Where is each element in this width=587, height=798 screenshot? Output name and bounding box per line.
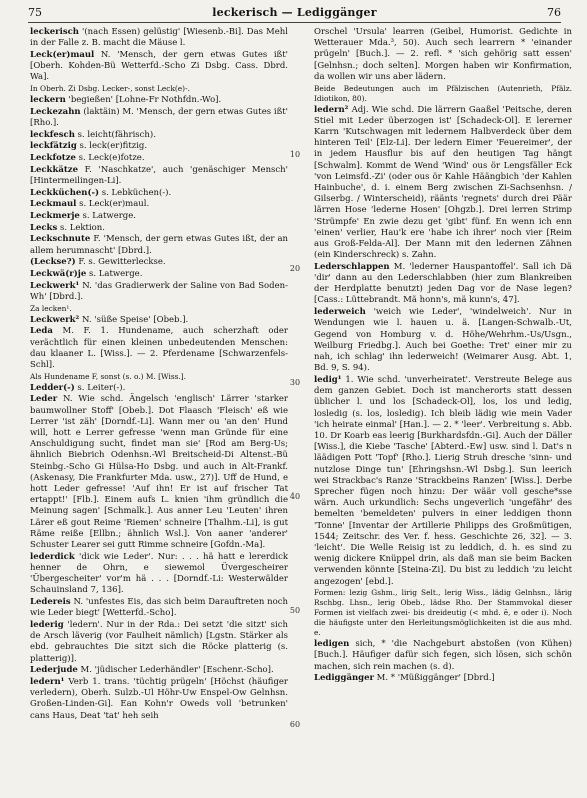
dictionary-entry bbox=[314, 105, 572, 262]
dictionary-entry bbox=[30, 620, 288, 665]
entry-definition: s. Latwerge. bbox=[86, 269, 143, 280]
dictionary-entry bbox=[30, 141, 288, 152]
headword: Leckmerje bbox=[30, 211, 80, 222]
entry-definition: s. Leiter(-). bbox=[74, 382, 126, 393]
entry-definition: N. 'das Gradierwerk der Saline von Bad Soden-Wh' [Dbrd.]. bbox=[30, 280, 288, 302]
entry-note: Beide Bedeutungen auch im Pfälzischen (Autenrieth, Pfälz. Idiotikon, 80). bbox=[314, 83, 572, 103]
dictionary-entry bbox=[30, 597, 288, 619]
headword: Leckwerk¹ bbox=[30, 280, 80, 291]
headword: Leckkätze bbox=[30, 164, 79, 175]
header-rule bbox=[28, 22, 561, 23]
right-column bbox=[314, 27, 572, 685]
entry-definition: '(nach Essen) gelüstig' [Wiesenb.-Bi]. Das Mehl in der Falle z. B. macht die Mäuse l. bbox=[30, 27, 288, 49]
headword: Leckschnute bbox=[30, 234, 91, 245]
entry-definition: 'ledern'. Nur in der Rda.: Dei setzt 'die sitzt' sich de Arsch läverig (vor Faulheit nämlich) [Lgstn. Stärker als ebd. gebrauchtes Die sitzt sich die Röcke platterig (s. platterig)]. bbox=[30, 619, 288, 664]
headword: lederdick bbox=[30, 551, 75, 562]
entry-definition: 'dick wie Leder'. Nur: . . . hä hatt e lererdick henner de Ohrn, e siewemol Üvergescheirer 'Übergescheiter' vor'm hä . . . [Dorndf.-Li: Westerwälder Schauinsland 7, 136]. bbox=[30, 551, 288, 596]
entry-definition: s. Leck(e)fotze. bbox=[75, 153, 145, 164]
headword: Leder bbox=[30, 394, 58, 405]
line-number: 50 bbox=[289, 606, 301, 615]
entry-definition: 1. Wie schd. 'unverheiratet'. Verstreute Belege aus dem ganzen Gebiet. Doch ist mancherorts statt dessen üblicher l. und los [Schadeck-Ol], los, los und ledig, losledig (s. los, losledig). Ich bleib lädig wie mein Vader 'ich heirate einmal' [Han.]. — 2. * 'leer'. Verbreitung s. Abb. 10. Dr Koarb eas leerig [Burkhardsfdn.-Gi]. Auch der Däller [Wiss.], die Kiebe 'Tasche' [Abterd.-Ew] usw. sind l. Dat's n läädigen Pott 'Topf' [Rho.]. Lierig Struh dresche 'sinn- und nutzlose Dinge tun' [Ehringshsn.-Wl Dsbg.]. Sun leerich wei Strackbac's Ranze 'Strackbeins Ranzen' [Wiss.]. Derbe Sprecher fügen noch hinzu: Der wäär voll gesche*sse wärn. Auch urkundlich: Sechs ungeverlich 'ungefähr' des bemelten 'bemeldeten' pulvers in einer leddigen thonn 'Tonne' [Inventar der Artillerie Philipps des Großmütigen, 1544; Zeitschr. des Ver. f. hess. Geschichte 26, 32]. — 3. 'leicht'. Die Welle Reisig ist zu leddich, d. h. es sind zu wenig dickere Knüppel drin, als daß man sie beim Backen verwenden könnte [Steina-Zi]. Du bist zu leddich 'zu leicht angezogen' [ebd.]. bbox=[314, 374, 572, 587]
dictionary-entry bbox=[314, 375, 572, 588]
dictionary-entry bbox=[314, 27, 572, 83]
entry-definition: F. 'Naschkatze', auch 'genäschiger Mensch' [Hintermeilingen-Li]. bbox=[30, 164, 288, 186]
headword: Leckfotze bbox=[30, 153, 76, 164]
entry-note: Za lecken¹. bbox=[30, 303, 72, 313]
dictionary-entry bbox=[30, 552, 288, 597]
entry-definition: Verb 1. trans. 'tüchtig prügeln' [Höchst (häufiger verledern), Oberh. Sulzb.-Ul Höhr-Uw Enspel-Ow Gelnhsn. Großen-Linden-Gi]. Ean Kohn'r Oweds voll 'betrunken' cans Haus, Deat 'tat' heh seih bbox=[30, 676, 288, 721]
entry-definition: N. 'Mensch, der gern etwas Gutes ißt' [Oberh. Kohden-Bü Wetterfd.-Scho Zi Dsbg. Cass. Dbrd. Wa]. bbox=[30, 49, 288, 83]
dictionary-entry bbox=[30, 257, 288, 268]
entry-definition: s. leicht(fährisch). bbox=[74, 129, 156, 140]
entry-definition: s. leck(er)fitzig. bbox=[76, 141, 148, 152]
headword: leckfätzig bbox=[30, 141, 77, 152]
dictionary-entry bbox=[30, 223, 288, 234]
dictionary-entry bbox=[30, 234, 288, 256]
entry-note: Als Hundename F, sonst (s. o.) M. [Wiss.]. bbox=[30, 371, 187, 381]
entry-definition: F. s. Gewitterleckse. bbox=[75, 257, 166, 268]
entry-definition: M. * 'Müßiggänger' [Dbrd.] bbox=[373, 673, 495, 684]
entry-definition: F. 'Mensch, der gern etwas Gutes ißt, der an allem herumnascht' [Dbrd.]. bbox=[30, 234, 288, 256]
headword: ledig¹ bbox=[314, 374, 342, 385]
dictionary-entry bbox=[30, 188, 288, 199]
headword: leckerisch bbox=[30, 27, 79, 37]
headword: Lediggänger bbox=[314, 673, 374, 684]
headword: ledigen bbox=[314, 639, 350, 650]
page-number-left: 75 bbox=[28, 6, 42, 19]
entry-definition: M. F. 1. Hundename, auch scherzhaft oder verächtlich für einen kleinen unbedeutenden Menschen: dau klaaner L. [Wiss.]. — 2. Pferdename [Schwarzenfels-Schl]. bbox=[30, 326, 288, 370]
entry-definition: M. 'lederner Hauspantoffel'. Sall ich Dä 'dir' dann au den Lederschlabben (hier zum Blankreiben der Herdplatte benutzt) jeden Dag vor de Nase legen? [Cass.: Lüttebrandt. Mã honn's, mä kunn's, 47]. bbox=[314, 261, 572, 306]
headword: (Leckse?) bbox=[30, 257, 76, 268]
dictionary-entry bbox=[30, 665, 288, 676]
dictionary-entry bbox=[30, 153, 288, 164]
dictionary-entry bbox=[30, 315, 288, 326]
entry-definition: s. Leck(er)maul. bbox=[76, 199, 150, 210]
headword: Lederschlappen bbox=[314, 261, 390, 272]
entry-definition: N. 'unfestes Eis, das sich beim Darauftreten noch wie Leder biegt' [Wetterfd.-Scho]. bbox=[30, 597, 288, 619]
line-number: 20 bbox=[289, 264, 301, 273]
entry-definition: s. Latwerge. bbox=[79, 211, 136, 222]
dictionary-entry bbox=[30, 50, 288, 84]
headword: ledern¹ bbox=[30, 676, 65, 687]
headword: Lecks bbox=[30, 222, 58, 233]
line-number: 10 bbox=[289, 150, 301, 159]
dictionary-entry bbox=[314, 262, 572, 307]
dictionary-entry bbox=[30, 383, 288, 394]
dictionary-entry bbox=[30, 107, 288, 129]
headword: lederweich bbox=[314, 307, 366, 318]
dictionary-entry bbox=[30, 269, 288, 280]
headword: Leda bbox=[30, 326, 53, 337]
entry-definition: M. 'jüdischer Lederhändler' [Eschenr.-Scho]. bbox=[77, 665, 274, 676]
page-number-right: 76 bbox=[547, 6, 561, 19]
dictionary-entry bbox=[30, 281, 288, 303]
entry-definition: s. Lebküchen(-). bbox=[99, 187, 172, 198]
entry-definition: N. 'süße Speise' [Obeb.]. bbox=[79, 314, 189, 325]
headword: Leckezahn bbox=[30, 106, 81, 117]
dictionary-entry bbox=[30, 677, 288, 722]
dictionary-entry bbox=[30, 211, 288, 222]
entry-definition: 'weich wie Leder', 'windelweich'. Nur in Wendungen wie l. hauen u. ä. [Langen-Schwalb.-Ut, Gegend von Homburg v. d. Höhe/Wehrhm.-Us/Usgn., Weilburg Friedbg.]. Auch bei Goethe: Tret' einer mir zu nah, ich schlag' ihn lederweich! (Weimarer Ausg. Abt. 1, Bd. 9, S. 94). bbox=[314, 307, 572, 374]
headword: lederig bbox=[30, 619, 64, 630]
entry-definition: sich, * 'die Nachgeburt abstoßen (von Kühen) [Buch.]. Häufiger dafür sich fegen, sich lösen, sich schön machen, sich rein machen (s. d). bbox=[314, 639, 572, 672]
dictionary-entry bbox=[314, 673, 572, 684]
headword: Leckwä(r)je bbox=[30, 269, 87, 280]
dictionary-entry bbox=[30, 165, 288, 187]
headword: ledern² bbox=[314, 104, 349, 115]
dictionary-entry bbox=[30, 130, 288, 141]
entry-definition: Adj. Wie schd. Die lärrern Gaaßel 'Peitsche, deren Stiel mit Leder überzogen ist' [Schadeck-Ol]. E lererner Karrn 'Kutschwagen mit ledernem Halbverdeck über dem hinteren Teil' [Elz-Li]. Der ledern Eimer 'Feuereimer', der in jedem Hausflur bis auf den heutigen Tag hängt [Schwalm]. Kommt de Wend 'Wind' ous ör Lengsfäller Eck 'von Leimsfd.-Zi' (oder ous ör Kahle Häängbich 'der Kahlen Hainbuche', d. i. einem Berg zwischen Zi-Sachsenhsn. / Gilserbg. / Winterscheid), räänts 'regnets' durch drei Päär lärren Hose 'lederne Hosen' [Ohgzb.]. Drei lerren Strimp 'Strümpfe' En zwie dezu get 'gibt' fünf. En wenn ich enn 'einen' verlier, Hau'k ere 'habe ich ihrer' noch vier [Reim aus Groß-Felda-Al]. Der Mann mit den ledernen Zähnen (ein Kinderschreck) s. Zahn. bbox=[314, 104, 572, 261]
left-column bbox=[30, 27, 288, 722]
dictionary-entry bbox=[314, 307, 572, 374]
headword: Leckwerk² bbox=[30, 314, 80, 325]
dictionary-entry bbox=[30, 199, 288, 210]
headword: leckfesch bbox=[30, 129, 75, 140]
headword: Ledder(-) bbox=[30, 382, 75, 393]
line-number: 60 bbox=[289, 720, 301, 729]
headword: Ledereis bbox=[30, 597, 71, 608]
headword: Leckmaul bbox=[30, 199, 77, 210]
headword: Lederjude bbox=[30, 665, 78, 676]
line-number: 30 bbox=[289, 378, 301, 387]
page-header bbox=[28, 6, 561, 22]
dictionary-entry bbox=[30, 95, 288, 106]
dictionary-entry bbox=[314, 639, 572, 673]
dictionary-entry bbox=[30, 27, 288, 49]
dictionary-entry bbox=[30, 394, 288, 551]
entry-definition: Orschel 'Ursula' learren (Geibel, Humorist. Gedichte in Wetterauer Mda.³, 50). Auch sech learrern * 'einander prügeln' [Buch.]. — 2. refl. * 'sich gehörig satt essen' [Gelnhsn.; doch selten]. Morgen haben wir Konfirmation, da wollen wir uns aber lädern. bbox=[314, 27, 572, 82]
headword: Leckküchen(-) bbox=[30, 187, 100, 198]
entry-definition: s. Lektion. bbox=[57, 222, 105, 233]
headword: leckern bbox=[30, 95, 66, 106]
line-number: 40 bbox=[289, 492, 301, 501]
entry-note: In Oberh. Zi Dsbg. Lecker-, sonst Leck(e)-. bbox=[30, 84, 190, 94]
running-title: leckerisch — Lediggänger bbox=[212, 6, 377, 19]
entry-definition: (laktäin) M. 'Mensch, der gern etwas Gutes ißt' [Rho.]. bbox=[30, 106, 288, 128]
headword: Leck(er)maul bbox=[30, 49, 95, 60]
entry-note: Formen: lezig Gshm., lirig Selt., lerig Wiss., lädig Gelnhsn., lärig Rschbg. Lhsn., lerig Obeb., lädse Rho. Der Stammvokal dieser Formen ist vielfach zwei- bis dreideutig (< mhd. ē, e oder i). Noch die häufigste unter den Herleitungsmöglichkeiten ist die aus mhd. e. bbox=[314, 588, 572, 638]
entry-definition: N. Wie schd. Ängelsch 'englisch' Lärrer 'starker baumwollner Stoff' [Obeb.]. Dot Flaasch 'Fleisch' eß wie Lerrer 'ist zäh' [Dorndf.-Li]. Wann mer ou 'an den' Hund will, hott e Lerrer gefresse 'wenn man Gründe für eine Anschuldigung sucht, findet man sie' [Rod am Berg-Us; ähnlich Biebrich Odenhsn.-Wl Breitscheid-Di Altenst.-Bü Steinbg.-Scho Gi Hülsa-Ho Dsbg. und auch in Alt-Frankf. (Askenasy, Die Frankfurter Mda. usw., 27)]. Uff de Hund, e hott Leder gefresse! 'Auf ihn! Er ist auf frischer Tat ertappt!' [Flb.]. Einem aufs L. knien 'ihm gründlich die Meinung sagen' [Schmalk.]. Aus anner Leu 'Leuten' ihren Lärer eß gout Reime 'Riemen' schneire [Thalhm.-Li], is gut Räme reiße [Ellbn.; ähnlich Wsl.]. Von aaner 'anderer' Schuster Learer sei gutt Rimme schneire [Gofdn.-Ma]. bbox=[30, 394, 288, 551]
dictionary-entry bbox=[30, 326, 288, 371]
entry-definition: 'begießen' [Lohne-Fr Nothfdn.-Wo]. bbox=[65, 95, 222, 106]
